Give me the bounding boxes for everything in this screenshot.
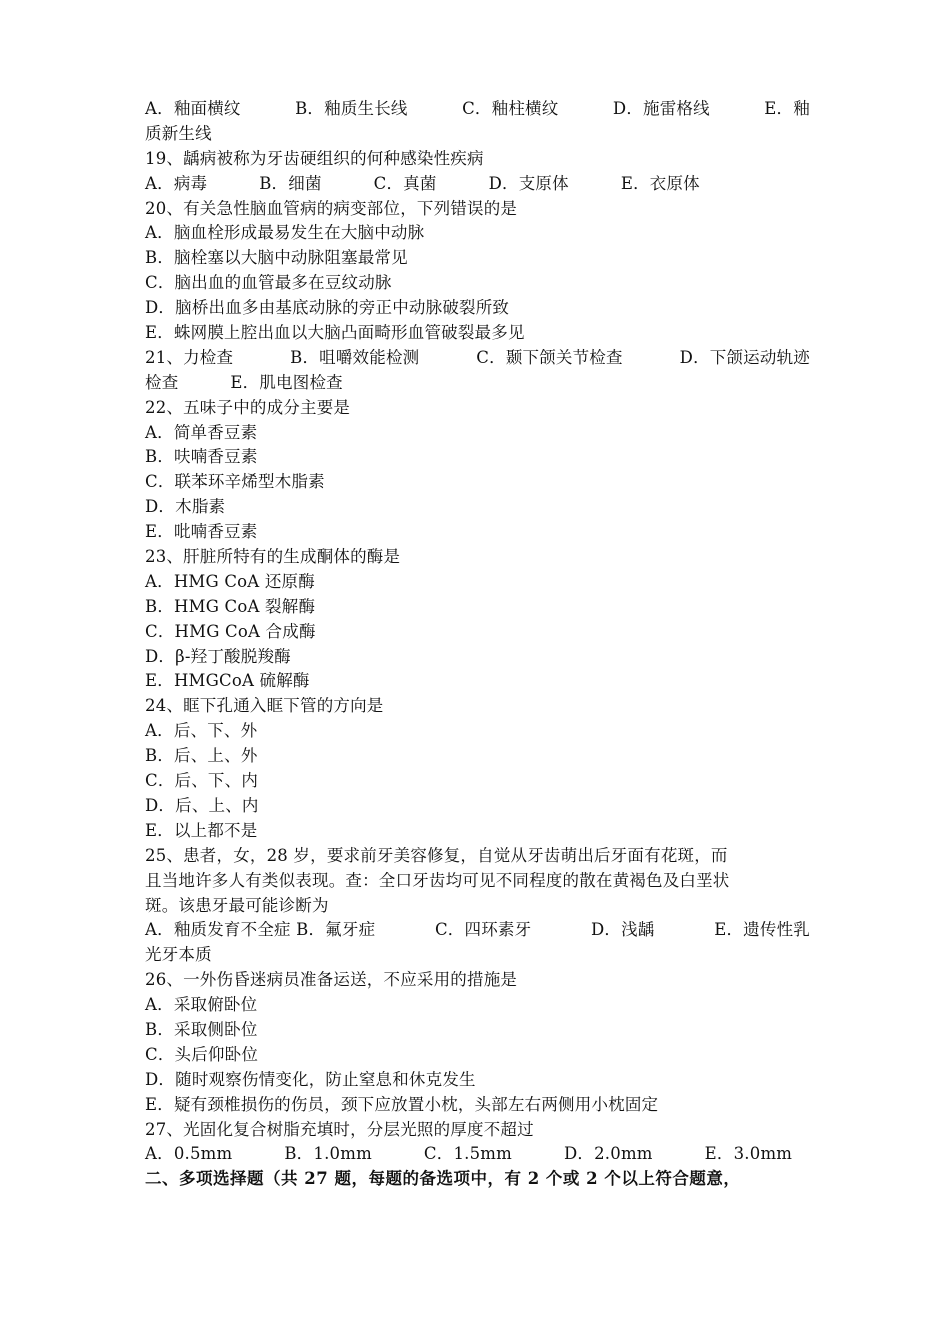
text-line: D．脑桥出血多由基底动脉的旁正中动脉破裂所致	[145, 298, 510, 318]
text-line: A．后、下、外	[145, 721, 258, 741]
option-item: E．衣原体	[620, 173, 700, 193]
text-line: C．脑出血的血管最多在豆纹动脉	[145, 273, 392, 293]
option-item: A．0.5mm	[145, 1144, 233, 1164]
text-line: E．疑有颈椎损伤的伤员，颈下应放置小枕，头部左右两侧用小枕固定	[145, 1094, 659, 1114]
text-line: 19、龋病被称为牙齿硬组织的何种感染性疾病	[145, 148, 484, 168]
option-item: C．釉柱横纹	[462, 99, 559, 118]
option-item: E．3.0mm	[704, 1144, 793, 1164]
option-item: D．2.0mm	[563, 1144, 653, 1164]
text-line: C．头后仰卧位	[145, 1044, 259, 1064]
text-line: 26、一外伤昏迷病员准备运送，不应采用的措施是	[145, 970, 518, 990]
text-line: C．后、下、内	[145, 771, 259, 791]
options-line	[145, 371, 810, 396]
text-line: 27、光固化复合树脂充填时，分层光照的厚度不超过	[145, 1119, 534, 1139]
option-item: D．施雷格线	[612, 99, 710, 118]
text-line: 22、五味子中的成分主要是	[145, 397, 351, 417]
options-line	[145, 346, 810, 371]
option-item: B．釉质生长线	[295, 99, 408, 118]
text-line: C．联苯环辛烯型木脂素	[145, 472, 325, 492]
text-line: 且当地许多人有类似表现。查：全口牙齿均可见不同程度的散在黄褐色及白垩状	[145, 870, 730, 890]
text-line: B．后、上、外	[145, 746, 258, 766]
text-line: D．β-羟丁酸脱羧酶	[145, 646, 291, 666]
option-item: D．浅龋	[591, 920, 655, 940]
text-line: E．吡喃香豆素	[145, 522, 258, 542]
text-line: A．采取俯卧位	[145, 995, 258, 1015]
option-item: A．病毒	[145, 173, 208, 193]
exam-content	[145, 97, 810, 1192]
text-line: 24、眶下孔通入眶下管的方向是	[145, 696, 384, 716]
text-line: 斑。该患牙最可能诊断为	[145, 895, 329, 915]
option-item: A．釉面横纹	[145, 99, 241, 118]
option-item: 21、力检查	[145, 347, 234, 367]
text-line: A．脑血栓形成最易发生在大脑中动脉	[145, 223, 425, 243]
text-line: C．HMG CoA 合成酶	[145, 621, 316, 641]
text-line: 质新生线	[145, 123, 212, 143]
option-item: C．真菌	[373, 173, 437, 193]
options-line	[145, 172, 810, 197]
option-item: E．釉	[764, 99, 810, 118]
option-item: D．支原体	[488, 173, 569, 193]
text-line: D．木脂素	[145, 497, 226, 517]
text-line: D．后、上、内	[145, 795, 259, 815]
text-line: B．呋喃香豆素	[145, 447, 258, 467]
section-heading: 二、多项选择题（共 27 题，每题的备选项中，有 2 个或 2 个以上符合题意，	[145, 1169, 741, 1189]
option-item: C．四环素牙	[434, 920, 532, 940]
option-item: E．肌电图检查	[230, 372, 343, 392]
option-item: B．1.0mm	[284, 1144, 372, 1164]
option-item: B．细菌	[259, 173, 322, 193]
text-line: B．脑栓塞以大脑中动脉阻塞最常见	[145, 248, 408, 268]
text-line: 20、有关急性脑血管病的病变部位，下列错误的是	[145, 198, 518, 218]
option-item: C．1.5mm	[423, 1144, 512, 1164]
text-line: B．HMG CoA 裂解酶	[145, 596, 316, 616]
text-line: D．随时观察伤情变化，防止窒息和休克发生	[145, 1069, 476, 1089]
text-line: A．HMG CoA 还原酶	[145, 571, 315, 591]
text-line: 25、患者，女，28 岁，要求前牙美容修复，自觉从牙齿萌出后牙面有花斑，而	[145, 845, 728, 865]
option-item: E．遗传性乳	[714, 920, 810, 940]
text-line: B．采取侧卧位	[145, 1019, 258, 1039]
text-line: E．HMGCoA 硫解酶	[145, 671, 310, 691]
option-item: B．咀嚼效能检测	[290, 347, 420, 367]
options-line	[145, 918, 810, 943]
text-line: E．蛛网膜上腔出血以大脑凸面畸形血管破裂最多见	[145, 323, 525, 343]
options-line	[145, 1142, 810, 1167]
text-line: A．简单香豆素	[145, 422, 258, 442]
option-item: D．下颌运动轨迹	[679, 347, 810, 367]
text-line: 23、肝脏所特有的生成酮体的酶是	[145, 547, 401, 567]
text-line: E．以上都不是	[145, 820, 258, 840]
option-item: A．釉质发育不全症 B．氟牙症	[145, 920, 376, 940]
options-line	[145, 97, 810, 122]
option-item: 检查	[145, 372, 179, 392]
text-line: 光牙本质	[145, 945, 212, 965]
option-item: C．颞下颌关节检查	[476, 347, 623, 367]
